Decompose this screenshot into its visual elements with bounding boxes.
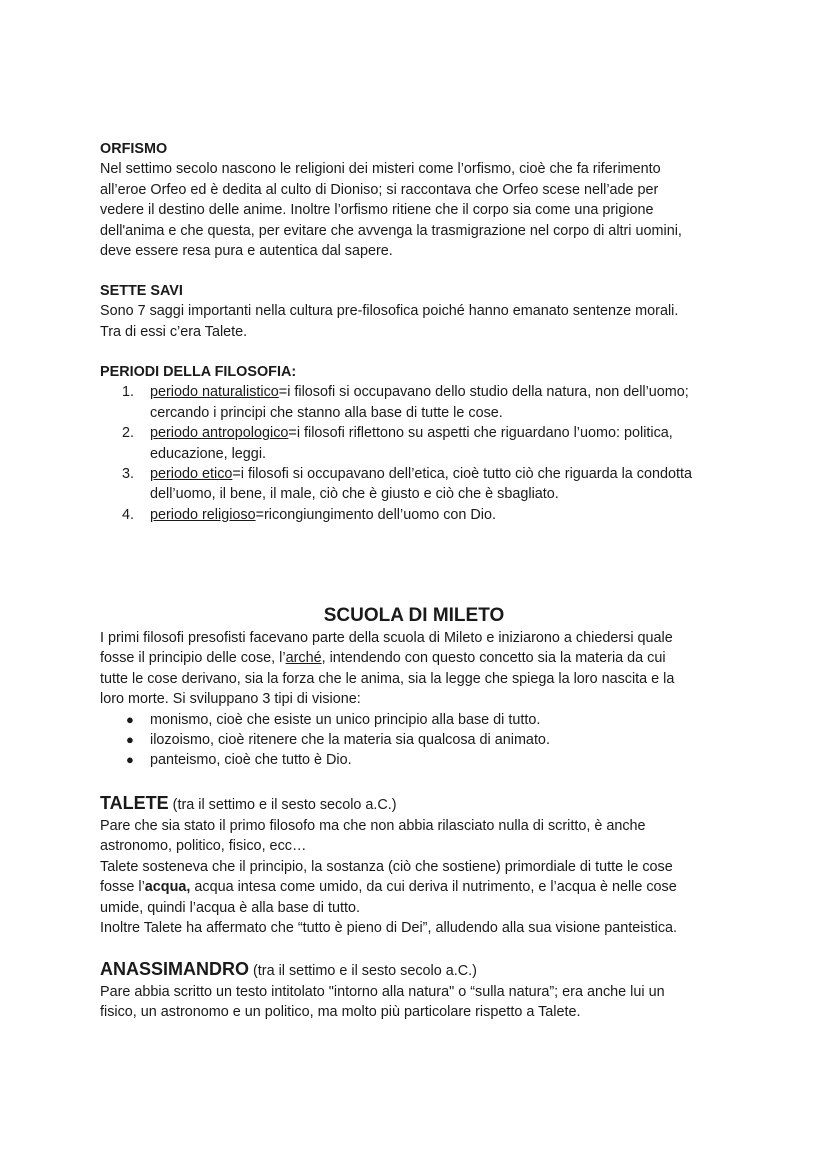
text-line: dell'anima e che questa, per evitare che avvenga la trasmigrazione nel corpo di altri uomini,: [100, 222, 682, 239]
term: periodo etico: [150, 466, 233, 483]
term-arche: arché: [285, 650, 322, 667]
definition: =i filosofi si occupavano dell’etica, cioè tutto ciò che riguarda la condotta: [232, 466, 692, 483]
text-line: all’eroe Orfeo ed è dedita al culto di Dioniso; si raccontava che Orfeo scese nell’ade per: [100, 181, 659, 198]
heading-sette-savi: SETTE SAVI: [100, 283, 183, 299]
text-line: Inoltre Talete ha affermato che “tutto è pieno di Dei”, alludendo alla sua visione panteistica.: [100, 920, 678, 937]
text-line: Nel settimo secolo nascono le religioni dei misteri come l’orfismo, cioè che fa riferimento: [100, 161, 661, 178]
term: periodo religioso: [150, 506, 256, 523]
section-talete: [100, 792, 677, 938]
text-line: deve essere resa pura e autentica dal sapere.: [100, 243, 393, 260]
text-line: I primi filosofi presofisti facevano parte della scuola di Mileto e iniziarono a chiedersi quale: [100, 630, 673, 646]
section-orfismo: [100, 139, 682, 261]
text-line: fisico, un astronomo e un politico, ma molto più particolare rispetto a Talete.: [100, 1004, 581, 1021]
text: fosse l’: [100, 879, 145, 896]
text-line: Talete sosteneva che il principio, la sostanza (ciò che sostiene) primordiale di tutte le cose: [100, 858, 673, 875]
list-number: 4.: [122, 506, 135, 523]
list-number: 3.: [122, 466, 135, 483]
definition: =ricongiungimento dell’uomo con Dio.: [255, 506, 496, 523]
text-line: Pare abbia scritto un testo intitolato "intorno alla natura" o “sulla natura”; era anche lui un: [100, 984, 665, 1000]
bullet-text: monismo, cioè che esiste un unico principio alla base di tutto.: [150, 711, 541, 728]
bullet-item: [100, 710, 674, 730]
bullet-text: panteismo, cioè che tutto è Dio.: [150, 752, 352, 769]
list-item: [100, 464, 692, 505]
bullet-item: [100, 750, 674, 770]
heading-anassimandro: ANASSIMANDRO: [100, 959, 250, 979]
definition-cont: cercando i principi che stanno alla base di tutte le cose.: [150, 404, 503, 421]
bullet-icon: ●: [126, 732, 134, 748]
bullet-icon: ●: [126, 752, 134, 768]
definition: =i filosofi si occupavano dello studio della natura, non dell’uomo;: [278, 384, 689, 401]
text-line: loro morte. Si sviluppano 3 tipi di visione:: [100, 691, 361, 708]
text-line: astronomo, politico, fisico, ecc…: [100, 838, 307, 855]
subheading: (tra il settimo e il sesto secolo a.C.): [249, 963, 477, 979]
text-line: Pare che sia stato il primo filosofo ma che non abbia rilasciato nulla di scritto, è anche: [100, 818, 646, 834]
text-line: vedere il destino delle anime. Inoltre l’orfismo ritiene che il corpo sia come una prigione: [100, 202, 654, 219]
section-anassimandro: [100, 958, 665, 1023]
text: fosse il principio delle cose, l’: [100, 650, 286, 667]
heading-talete: TALETE: [100, 793, 169, 813]
text-line: tutte le cose derivano, sia la forza che le anima, sia la legge che spiega la loro nascita e la: [100, 670, 675, 687]
text-line: umide, quindi l’acqua è alla base di tutto.: [100, 899, 361, 916]
heading-orfismo: ORFISMO: [100, 141, 168, 157]
list-item: [100, 382, 692, 423]
list-number: 1.: [122, 384, 135, 401]
title-scuola-di-mileto: SCUOLA DI MILETO: [323, 605, 505, 626]
list-number: 2.: [122, 425, 135, 442]
bullet-icon: ●: [126, 711, 134, 727]
heading-periodi: PERIODI DELLA FILOSOFIA:: [100, 364, 297, 380]
term: periodo naturalistico: [150, 384, 279, 401]
text-line: Tra di essi c’era Talete.: [100, 323, 248, 340]
term: periodo antropologico: [150, 425, 289, 442]
section-periodi: [100, 362, 692, 525]
bullet-text: ilozoismo, cioè ritenere che la materia sia qualcosa di animato.: [150, 732, 550, 749]
section-mileto: [100, 628, 674, 771]
definition-cont: dell’uomo, il bene, il male, ciò che è giusto e ciò che è sbagliato.: [150, 486, 559, 503]
list-item: [100, 423, 692, 464]
subheading: (tra il settimo e il sesto secolo a.C.): [168, 797, 397, 813]
text-line: Sono 7 saggi importanti nella cultura pre-filosofica poiché hanno emanato sentenze morali.: [100, 303, 679, 320]
text: , intendendo con questo concetto sia la materia da cui: [321, 650, 666, 667]
definition-cont: educazione, leggi.: [150, 445, 267, 462]
text: acqua intesa come umido, da cui deriva il nutrimento, e l’acqua è nelle cose: [190, 879, 677, 896]
list-item: [100, 505, 692, 525]
term-acqua: acqua,: [144, 879, 191, 896]
bullet-item: [100, 730, 674, 750]
section-sette-savi: [100, 281, 678, 342]
definition: =i filosofi riflettono su aspetti che riguardano l’uomo: politica,: [288, 425, 673, 442]
